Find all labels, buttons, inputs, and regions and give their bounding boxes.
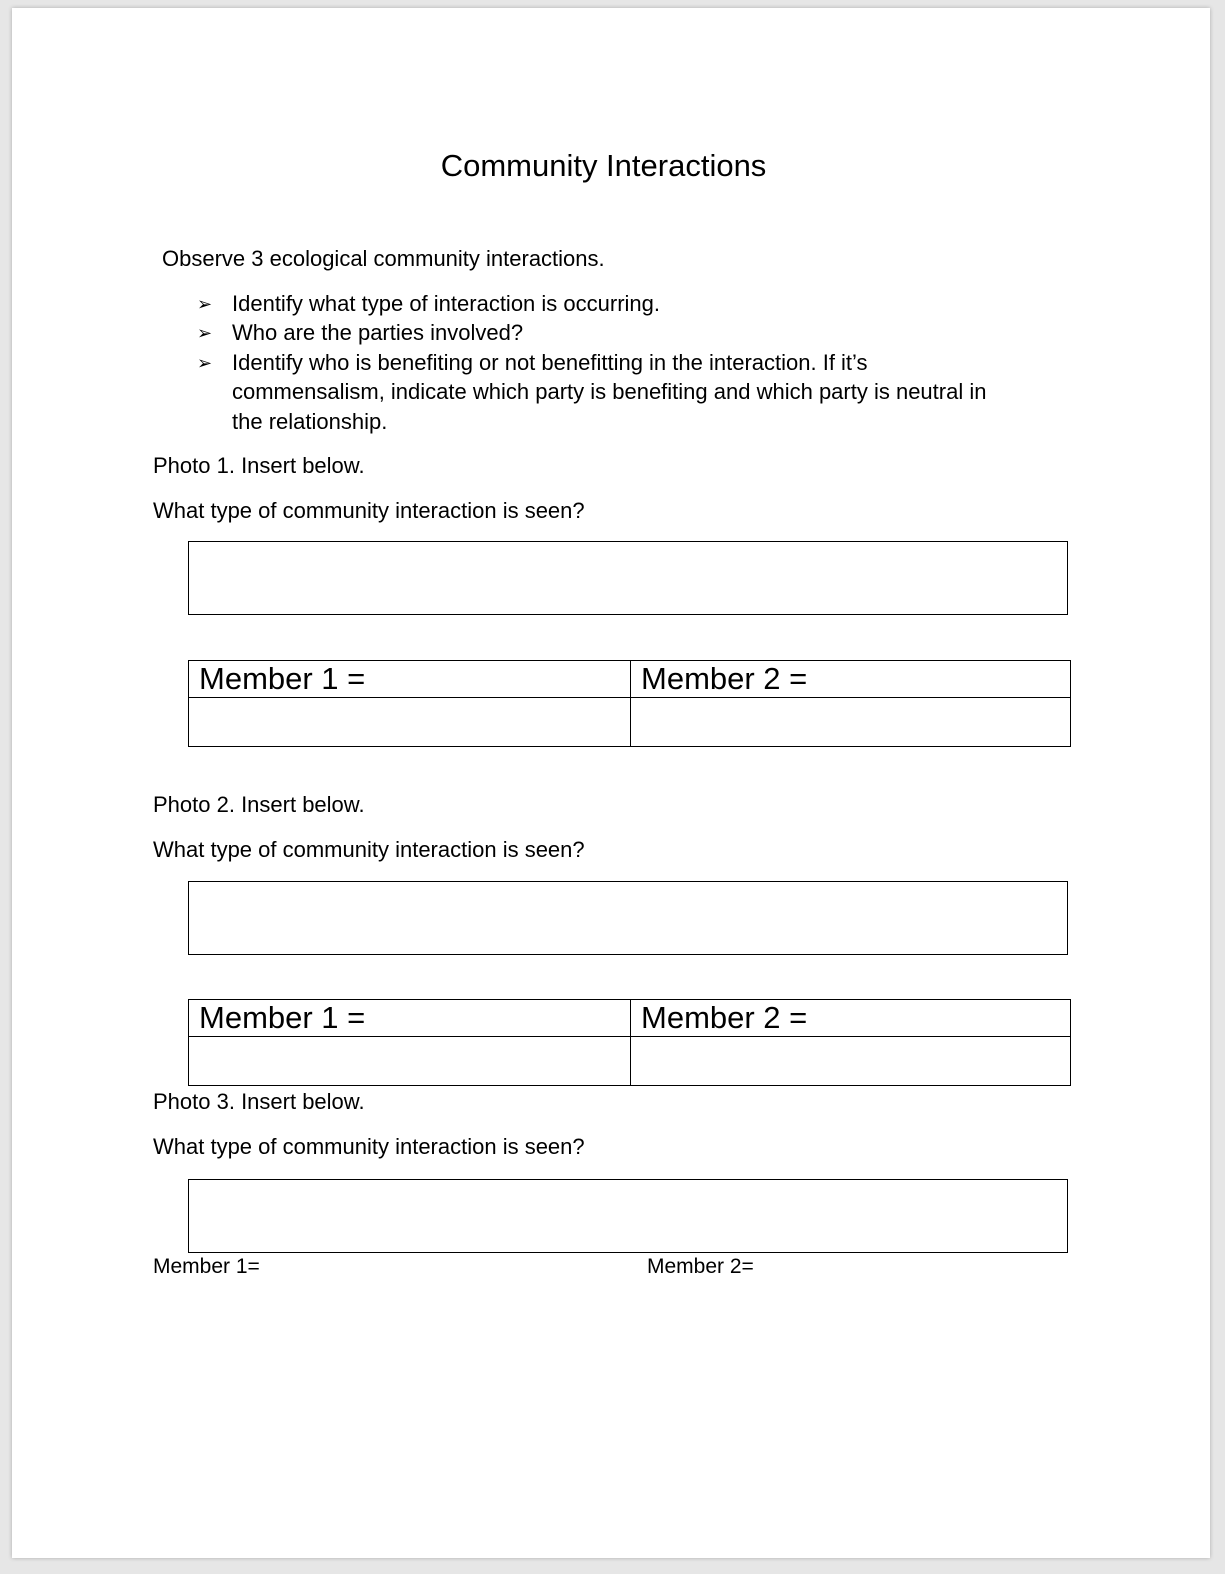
photo-2-member-1-label: Member 1 = — [189, 1000, 631, 1037]
page-title: Community Interactions — [440, 148, 767, 183]
bullet-item-3-line-3: the relationship. — [232, 409, 388, 434]
bullet-item-3-line-2: commensalism, indicate which party is benefiting and which party is neutral in — [232, 379, 987, 404]
photo-3-question: What type of community interaction is seen? — [153, 1134, 585, 1159]
photo-3-member-2-label: Member 2= — [647, 1255, 754, 1278]
bullet-arrow-icon: ➢ — [197, 353, 213, 373]
photo-2-member-table — [188, 999, 1071, 1086]
document-page — [12, 8, 1210, 1558]
photo-3-answer-box[interactable] — [188, 1179, 1068, 1253]
photo-1-question: What type of community interaction is seen? — [153, 498, 585, 523]
bullet-arrow-icon: ➢ — [197, 323, 213, 343]
photo-1-label: Photo 1. Insert below. — [153, 453, 365, 478]
bullet-item-1: Identify what type of interaction is occurring. — [232, 291, 660, 316]
photo-1-member-1-label: Member 1 = — [189, 661, 631, 698]
bullet-item-3-line-1: Identify who is benefiting or not benefitting in the interaction. If it’s — [232, 350, 868, 375]
photo-3-member-1-label: Member 1= — [153, 1255, 260, 1278]
bullet-arrow-icon: ➢ — [197, 294, 213, 314]
bullet-item-2: Who are the parties involved? — [232, 320, 524, 345]
photo-2-question: What type of community interaction is seen? — [153, 837, 585, 862]
photo-1-member-2-cell[interactable] — [631, 698, 1071, 747]
photo-2-member-2-label: Member 2 = — [631, 1000, 1071, 1037]
photo-1-answer-box[interactable] — [188, 541, 1068, 615]
photo-2-member-2-cell[interactable] — [631, 1037, 1071, 1086]
photo-2-member-1-cell[interactable] — [189, 1037, 631, 1086]
photo-1-member-1-cell[interactable] — [189, 698, 631, 747]
photo-2-label: Photo 2. Insert below. — [153, 792, 365, 817]
intro-text: Observe 3 ecological community interactions. — [162, 246, 605, 271]
photo-1-member-table — [188, 660, 1071, 747]
photo-2-answer-box[interactable] — [188, 881, 1068, 955]
photo-3-label: Photo 3. Insert below. — [153, 1089, 365, 1114]
photo-1-member-2-label: Member 2 = — [631, 661, 1071, 698]
